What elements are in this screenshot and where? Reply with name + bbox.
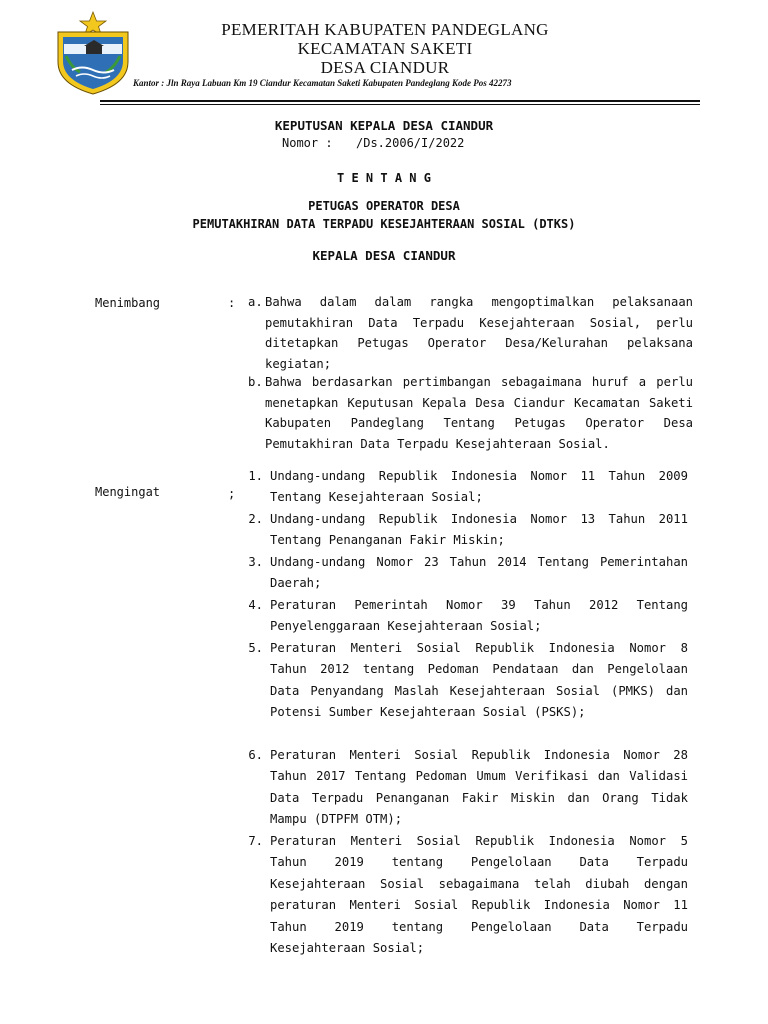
decree-number-label: Nomor :	[282, 136, 333, 150]
letterhead-district: KECAMATAN SAKETI	[297, 39, 473, 58]
item-text: Undang-undang Republik Indonesia Nomor 11 Tahun 2009 Tentang Kesejahteraan Sosial;	[270, 469, 688, 505]
menimbang-label: Menimbang	[95, 296, 161, 310]
mengingat-colon: ;	[228, 487, 236, 501]
item-number: 2.	[248, 512, 263, 526]
letterhead-rule-thin	[100, 104, 700, 105]
letterhead-village: DESA CIANDUR	[320, 58, 450, 77]
item-text: Peraturan Menteri Sosial Republik Indonesia Nomor 8 Tahun 2012 tentang Pedoman Pendataan dan Pengelolaan Data Penyandang Maslah Kesejahteraan Sosial (PMKS) dan Potensi Sumber Kesejahteraan Sosial (PSKS);	[270, 641, 688, 720]
decree-number-value: /Ds.2006/I/2022	[356, 136, 465, 150]
mengingat-label: Mengingat	[95, 485, 161, 499]
point-text: Bahwa berdasarkan pertimbangan sebagaimana huruf a perlu menetapkan Keputusan Kepala Desa Ciandur Kecamatan Saketi Kabupaten Pandeglang Tentang Petugas Operator Desa Pemutakhiran Data Terpadu Kesejahteraan Sosial.	[265, 375, 693, 451]
point-text: Bahwa dalam dalam rangka mengoptimalkan pelaksanaan pemutakhiran Data Terpadu Kesejahteraan Sosial, perlu ditetapkan Petugas Operator Desa/Kelurahan pelaksana kegiatan;	[265, 295, 693, 371]
point-marker: a.	[248, 295, 263, 309]
decree-number	[282, 136, 465, 150]
letterhead-rule-thick	[100, 100, 700, 102]
item-text: Peraturan Menteri Sosial Republik Indonesia Nomor 28 Tahun 2017 Tentang Pedoman Umum Verifikasi dan Validasi Data Terpadu Penanganan Fakir Miskin dan Orang Tidak Mampu (DTPFM OTM);	[270, 748, 688, 827]
letterhead-government: PEMERITAH KABUPATEN PANDEGLANG	[221, 20, 549, 39]
item-text: Undang-undang Nomor 23 Tahun 2014 Tentang Pemerintahan Daerah;	[270, 555, 688, 591]
item-number: 5.	[248, 641, 263, 655]
official-heading: KEPALA DESA CIANDUR	[312, 248, 456, 263]
tentang-heading: T E N T A N G	[337, 171, 431, 185]
letterhead-address: Kantor : Jln Raya Labuan Km 19 Ciandur Kecamatan Saketi Kabupaten Pandeglang Kode Pos 42273	[133, 78, 512, 88]
subject-line-2: PEMUTAKHIRAN DATA TERPADU KESEJAHTERAAN SOSIAL (DTKS)	[192, 217, 576, 231]
menimbang-point-a	[248, 292, 693, 376]
menimbang-point-b	[248, 372, 693, 456]
item-text: Undang-undang Republik Indonesia Nomor 13 Tahun 2011 Tentang Penanganan Fakir Miskin;	[270, 512, 688, 548]
item-text: Peraturan Menteri Sosial Republik Indonesia Nomor 5 Tahun 2019 tentang Pengelolaan Data Terpadu Kesejahteraan Sosial sebagaimana telah diubah dengan peraturan Menteri Sosial Republik Indonesia Nomor 11 Tahun 2019 tentang Pengelolaan Data Terpadu Kesejahteraan Sosial;	[270, 834, 688, 956]
item-number: 4.	[248, 598, 263, 612]
menimbang-colon: :	[228, 296, 236, 310]
regency-coat-of-arms-logo	[50, 10, 136, 96]
decree-title: KEPUTUSAN KEPALA DESA CIANDUR	[274, 118, 494, 133]
letterhead	[133, 20, 620, 88]
item-text: Peraturan Pemerintah Nomor 39 Tahun 2012 Tentang Penyelenggaraan Kesejahteraan Sosial;	[270, 598, 688, 634]
item-number: 3.	[248, 555, 263, 569]
subject-line-1: PETUGAS OPERATOR DESA	[308, 199, 460, 213]
point-marker: b.	[248, 375, 263, 389]
item-number: 7.	[248, 834, 263, 848]
item-number: 6.	[248, 748, 263, 762]
item-number: 1.	[248, 469, 263, 483]
